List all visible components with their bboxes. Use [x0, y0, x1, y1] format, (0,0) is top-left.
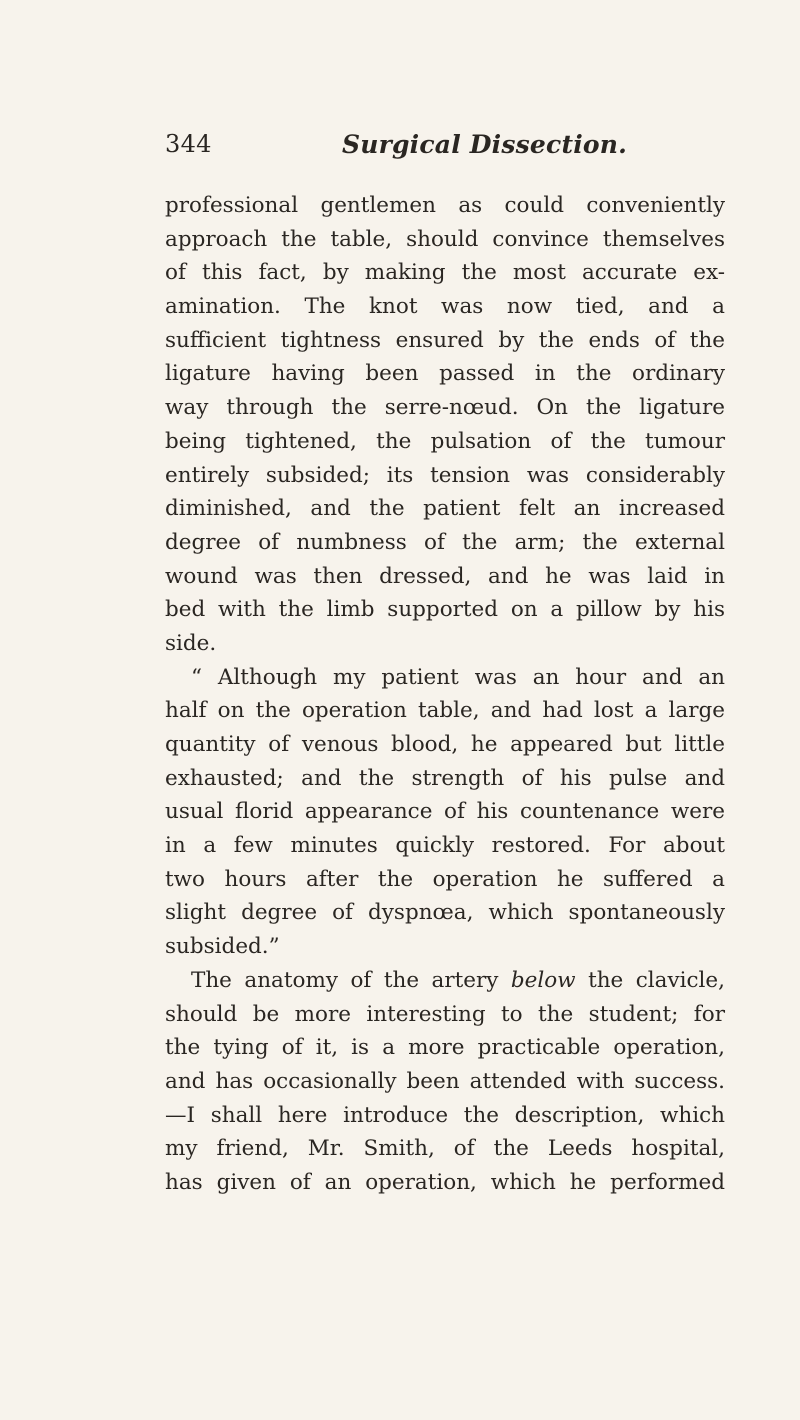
- text-line: two hours after the operation he suffered a: [165, 866, 725, 892]
- text-line: usual florid appearance of his countenance were: [165, 799, 725, 825]
- text-line: [165, 964, 725, 998]
- text-line: way through the serre-nœud. On the ligature: [165, 395, 725, 421]
- text-line: amination. The knot was now tied, and a: [165, 294, 725, 320]
- text-line: diminished, and the patient felt an increased: [165, 496, 725, 522]
- page-header: [165, 130, 725, 170]
- text-line: approach the table, should convince themselves: [165, 226, 725, 252]
- text-line: my friend, Mr. Smith, of the Leeds hospital,: [165, 1136, 725, 1162]
- text-line: and has occasionally been attended with success.: [165, 1068, 725, 1094]
- text-run: The anatomy of the artery: [191, 967, 511, 993]
- text-line: half on the operation table, and had lost a large: [165, 698, 725, 724]
- text-line: quantity of venous blood, he appeared but little: [165, 732, 725, 757]
- text-line: exhausted; and the strength of his pulse and: [165, 765, 725, 791]
- text-line: the tying of it, is a more practicable operation,: [165, 1035, 725, 1061]
- text-line: side.: [165, 630, 217, 656]
- text-line: ligature having been passed in the ordinary: [165, 361, 725, 387]
- text-line: in a few minutes quickly restored. For about: [165, 833, 725, 859]
- text-line: wound was then dressed, and he was laid in: [165, 563, 725, 589]
- text-line: —I shall here introduce the description, which: [165, 1102, 725, 1128]
- body-text: [165, 189, 725, 1200]
- text-line: should be more interesting to the student; for: [165, 1001, 725, 1027]
- text-line: subsided.”: [165, 934, 280, 960]
- text-line: “ Although my patient was an hour and an: [191, 664, 725, 690]
- text-line: being tightened, the pulsation of the tumour: [165, 428, 725, 454]
- text-line: sufficient tightness ensured by the ends of the: [165, 327, 725, 353]
- page-number: 344: [165, 130, 212, 158]
- emphasized-word: below: [510, 967, 576, 993]
- text-line: bed with the limb supported on a pillow by his: [165, 597, 725, 623]
- text-line: of this fact, by making the most accurate ex-: [165, 260, 725, 286]
- text-line: has given of an operation, which he performed: [165, 1169, 725, 1195]
- running-head: Surgical Dissection.: [342, 130, 628, 159]
- text-line: degree of numbness of the arm; the external: [165, 529, 725, 555]
- text-line: slight degree of dyspnœa, which spontaneously: [165, 900, 725, 926]
- text-line: entirely subsided; its tension was considerably: [165, 462, 725, 488]
- text-run: the clavicle,: [575, 967, 725, 993]
- text-line: professional gentlemen as could conveniently: [165, 193, 725, 218]
